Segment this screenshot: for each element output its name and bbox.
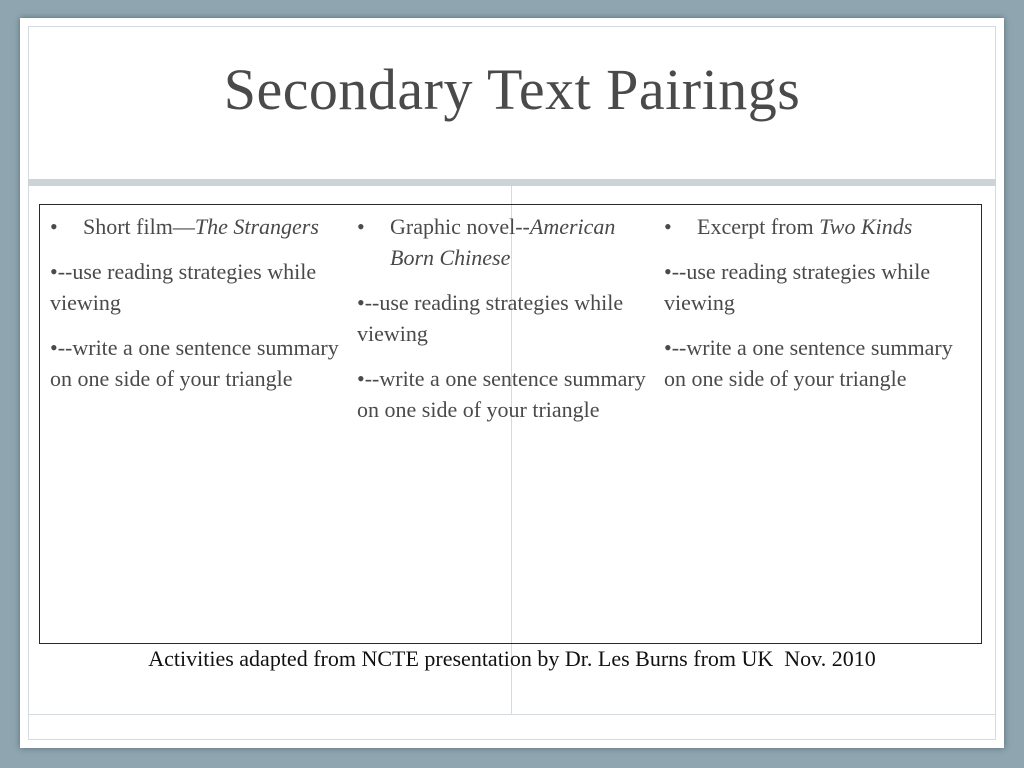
heading-prefix: Short film—: [83, 214, 195, 239]
slide-title: Secondary Text Pairings: [223, 57, 801, 122]
bullet-item: •--use reading strategies while viewing: [50, 259, 317, 315]
content-box: [39, 204, 982, 644]
bullet-item: •--write a one sentence summary on one side of your triangle: [664, 335, 953, 391]
column-heading: [664, 211, 969, 242]
column-heading: [357, 211, 662, 273]
column-short-film: [50, 211, 355, 408]
heading-prefix: Excerpt from: [697, 214, 820, 239]
frame-bottom-line: [28, 739, 996, 740]
bullet-item: •--write a one sentence summary on one side of your triangle: [357, 366, 646, 422]
title-divider-band: [28, 179, 996, 186]
bullet-glyph: •: [664, 214, 672, 239]
bullet-item: •--use reading strategies while viewing: [357, 290, 624, 346]
heading-title: The Strangers: [194, 214, 319, 239]
bullet-item: •--write a one sentence summary on one side of your triangle: [50, 335, 339, 391]
slide: [20, 18, 1004, 748]
heading-title: American Born Chinese: [390, 214, 616, 270]
bullet-item: •--use reading strategies while viewing: [664, 259, 931, 315]
column-excerpt: [664, 211, 969, 408]
attribution-footer: Activities adapted from NCTE presentation by Dr. Les Burns from UK Nov. 2010: [148, 646, 876, 671]
frame-left-line: [28, 26, 29, 740]
frame-top-line: [28, 26, 996, 27]
heading-title: Two Kinds: [819, 214, 913, 239]
lower-divider-line: [28, 714, 996, 715]
bullet-glyph: •: [357, 214, 365, 239]
bullet-glyph: •: [50, 214, 58, 239]
column-heading: [50, 211, 355, 242]
column-graphic-novel: [357, 211, 662, 439]
heading-prefix: Graphic novel--: [390, 214, 530, 239]
frame-right-line: [995, 26, 996, 740]
